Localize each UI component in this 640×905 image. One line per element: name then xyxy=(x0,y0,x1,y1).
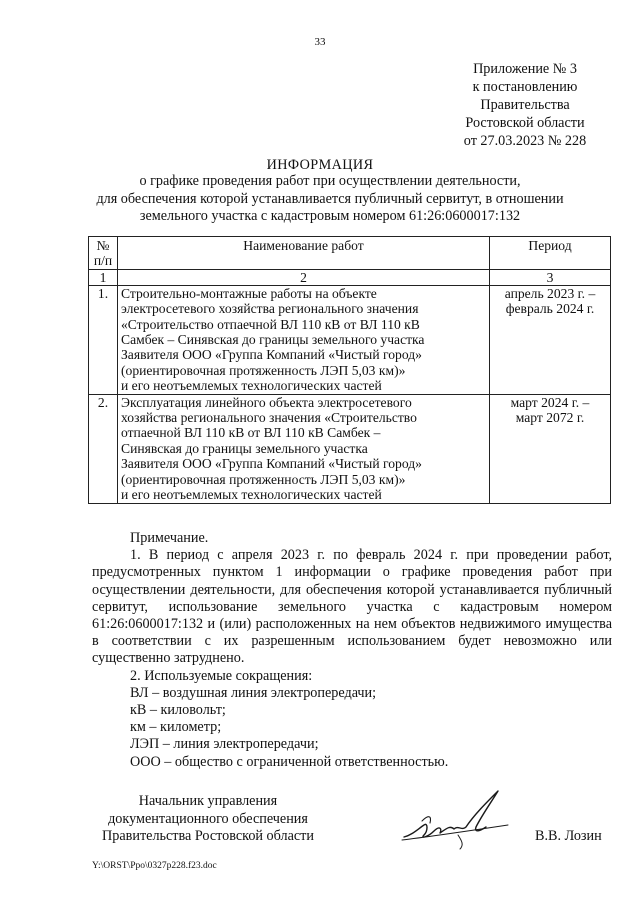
appendix-line: Ростовской области xyxy=(465,115,585,131)
work-name-line: хозяйства регионального значения «Строительство xyxy=(121,410,417,426)
row-number: 1. xyxy=(89,285,118,394)
appendix-line: Приложение № 3 xyxy=(473,61,577,77)
work-name-line: отпаечной ВЛ 110 кВ от ВЛ 110 кВ Самбек – xyxy=(121,425,381,441)
file-path: Y:\ORST\Ppo\0327p228.f23.doc xyxy=(92,861,217,871)
table-header-row xyxy=(89,237,611,270)
signer-position-line: Начальник управления xyxy=(138,793,278,809)
abbreviation-item: ЛЭП – линия электропередачи; xyxy=(130,736,319,753)
document-title: ИНФОРМАЦИЯ xyxy=(266,157,374,173)
subtitle-line: для обеспечения которой устанавливается публичный сервитут, в отношении xyxy=(96,190,564,207)
table-row xyxy=(89,285,611,394)
work-name-line: и его неотъемлемых технологических частей xyxy=(121,378,382,394)
work-name-line: Строительно-монтажные работы на объекте xyxy=(121,285,377,301)
signer-position xyxy=(92,793,324,846)
header-number xyxy=(89,237,118,270)
notes-heading: Примечание. xyxy=(130,530,209,546)
signer-position-line: документационного обеспечения xyxy=(108,810,308,827)
column-number: 3 xyxy=(490,269,611,285)
work-name-line: Заявителя ООО «Группа Компаний «Чистый город» xyxy=(121,456,422,472)
work-name-cell xyxy=(118,285,490,394)
work-name-line: «Строительство отпаечной ВЛ 110 кВ от ВЛ 110 кВ xyxy=(121,316,420,332)
handwritten-signature-icon xyxy=(398,785,518,855)
table-row xyxy=(89,394,611,503)
work-name-line: Самбек – Синявская до границы земельного участка xyxy=(121,332,425,348)
subtitle-line: о графике проведения работ при осуществлении деятельности, xyxy=(139,173,521,189)
note-item-1: 1. В период с апреля 2023 г. по февраль 2024 г. при проведении работ, предусмотренных пунктом 1 информации о графике проведения работ при осуществлении деятельности, для обеспечения которой устанавливается публичный сервитут, использование земельного участка с кадастровым номером 61:26:0600017:132 и (или) расположенных на нем объектов недвижимого имущества в соответствии с их разрешенным использованием будет невозможно или существенно затруднено. xyxy=(92,547,612,667)
column-number-row xyxy=(89,269,611,285)
appendix-line: к постановлению xyxy=(472,79,578,95)
abbreviation-item: ООО – общество с ограниченной ответственностью. xyxy=(130,753,449,770)
work-name-cell xyxy=(118,394,490,503)
work-name-line: Заявителя ООО «Группа Компаний «Чистый город» xyxy=(121,347,422,363)
period-line: март 2072 г. xyxy=(515,410,585,426)
work-name-line: Синявская до границы земельного участка xyxy=(121,440,368,456)
work-name-line: электросетевого хозяйства регионального значения xyxy=(121,301,419,317)
column-number: 1 xyxy=(89,269,118,285)
abbreviation-item: км – километр; xyxy=(130,719,222,736)
signer-position-line: Правительства Ростовской области xyxy=(102,828,314,844)
period-line: апрель 2023 г. – xyxy=(504,285,596,301)
period-line: март 2024 г. – xyxy=(510,394,590,410)
row-number: 2. xyxy=(89,394,118,503)
work-name-line: (ориентировочная протяженность ЛЭП 5,03 км)» xyxy=(121,471,406,487)
appendix-line: Правительства xyxy=(480,97,570,113)
appendix-block xyxy=(430,60,620,150)
abbreviation-item: ВЛ – воздушная линия электропередачи; xyxy=(130,684,377,701)
header-number-line: № xyxy=(96,238,110,253)
header-period: Период xyxy=(490,237,611,270)
notes-section xyxy=(92,530,612,771)
document-subtitle xyxy=(60,173,600,226)
works-schedule-table xyxy=(88,236,611,504)
work-name-line: Эксплуатация линейного объекта электросетевого xyxy=(121,394,412,410)
subtitle-line: земельного участка с кадастровым номером 61:26:0600017:132 xyxy=(139,208,521,224)
appendix-line: от 27.03.2023 № 228 xyxy=(463,133,587,149)
work-name-line: и его неотъемлемых технологических частей xyxy=(121,487,382,503)
period-cell xyxy=(490,394,611,503)
work-name-line: (ориентировочная протяженность ЛЭП 5,03 км)» xyxy=(121,362,406,378)
header-number-line: п/п xyxy=(93,253,113,269)
signer-name: В.В. Лозин xyxy=(535,828,602,844)
period-line: февраль 2024 г. xyxy=(505,301,595,317)
note-item-2-heading: 2. Используемые сокращения: xyxy=(130,667,313,684)
page-number: 33 xyxy=(314,36,326,48)
period-cell xyxy=(490,285,611,394)
abbreviation-item: кВ – киловольт; xyxy=(130,702,226,719)
column-number: 2 xyxy=(118,269,490,285)
header-name: Наименование работ xyxy=(118,237,490,270)
